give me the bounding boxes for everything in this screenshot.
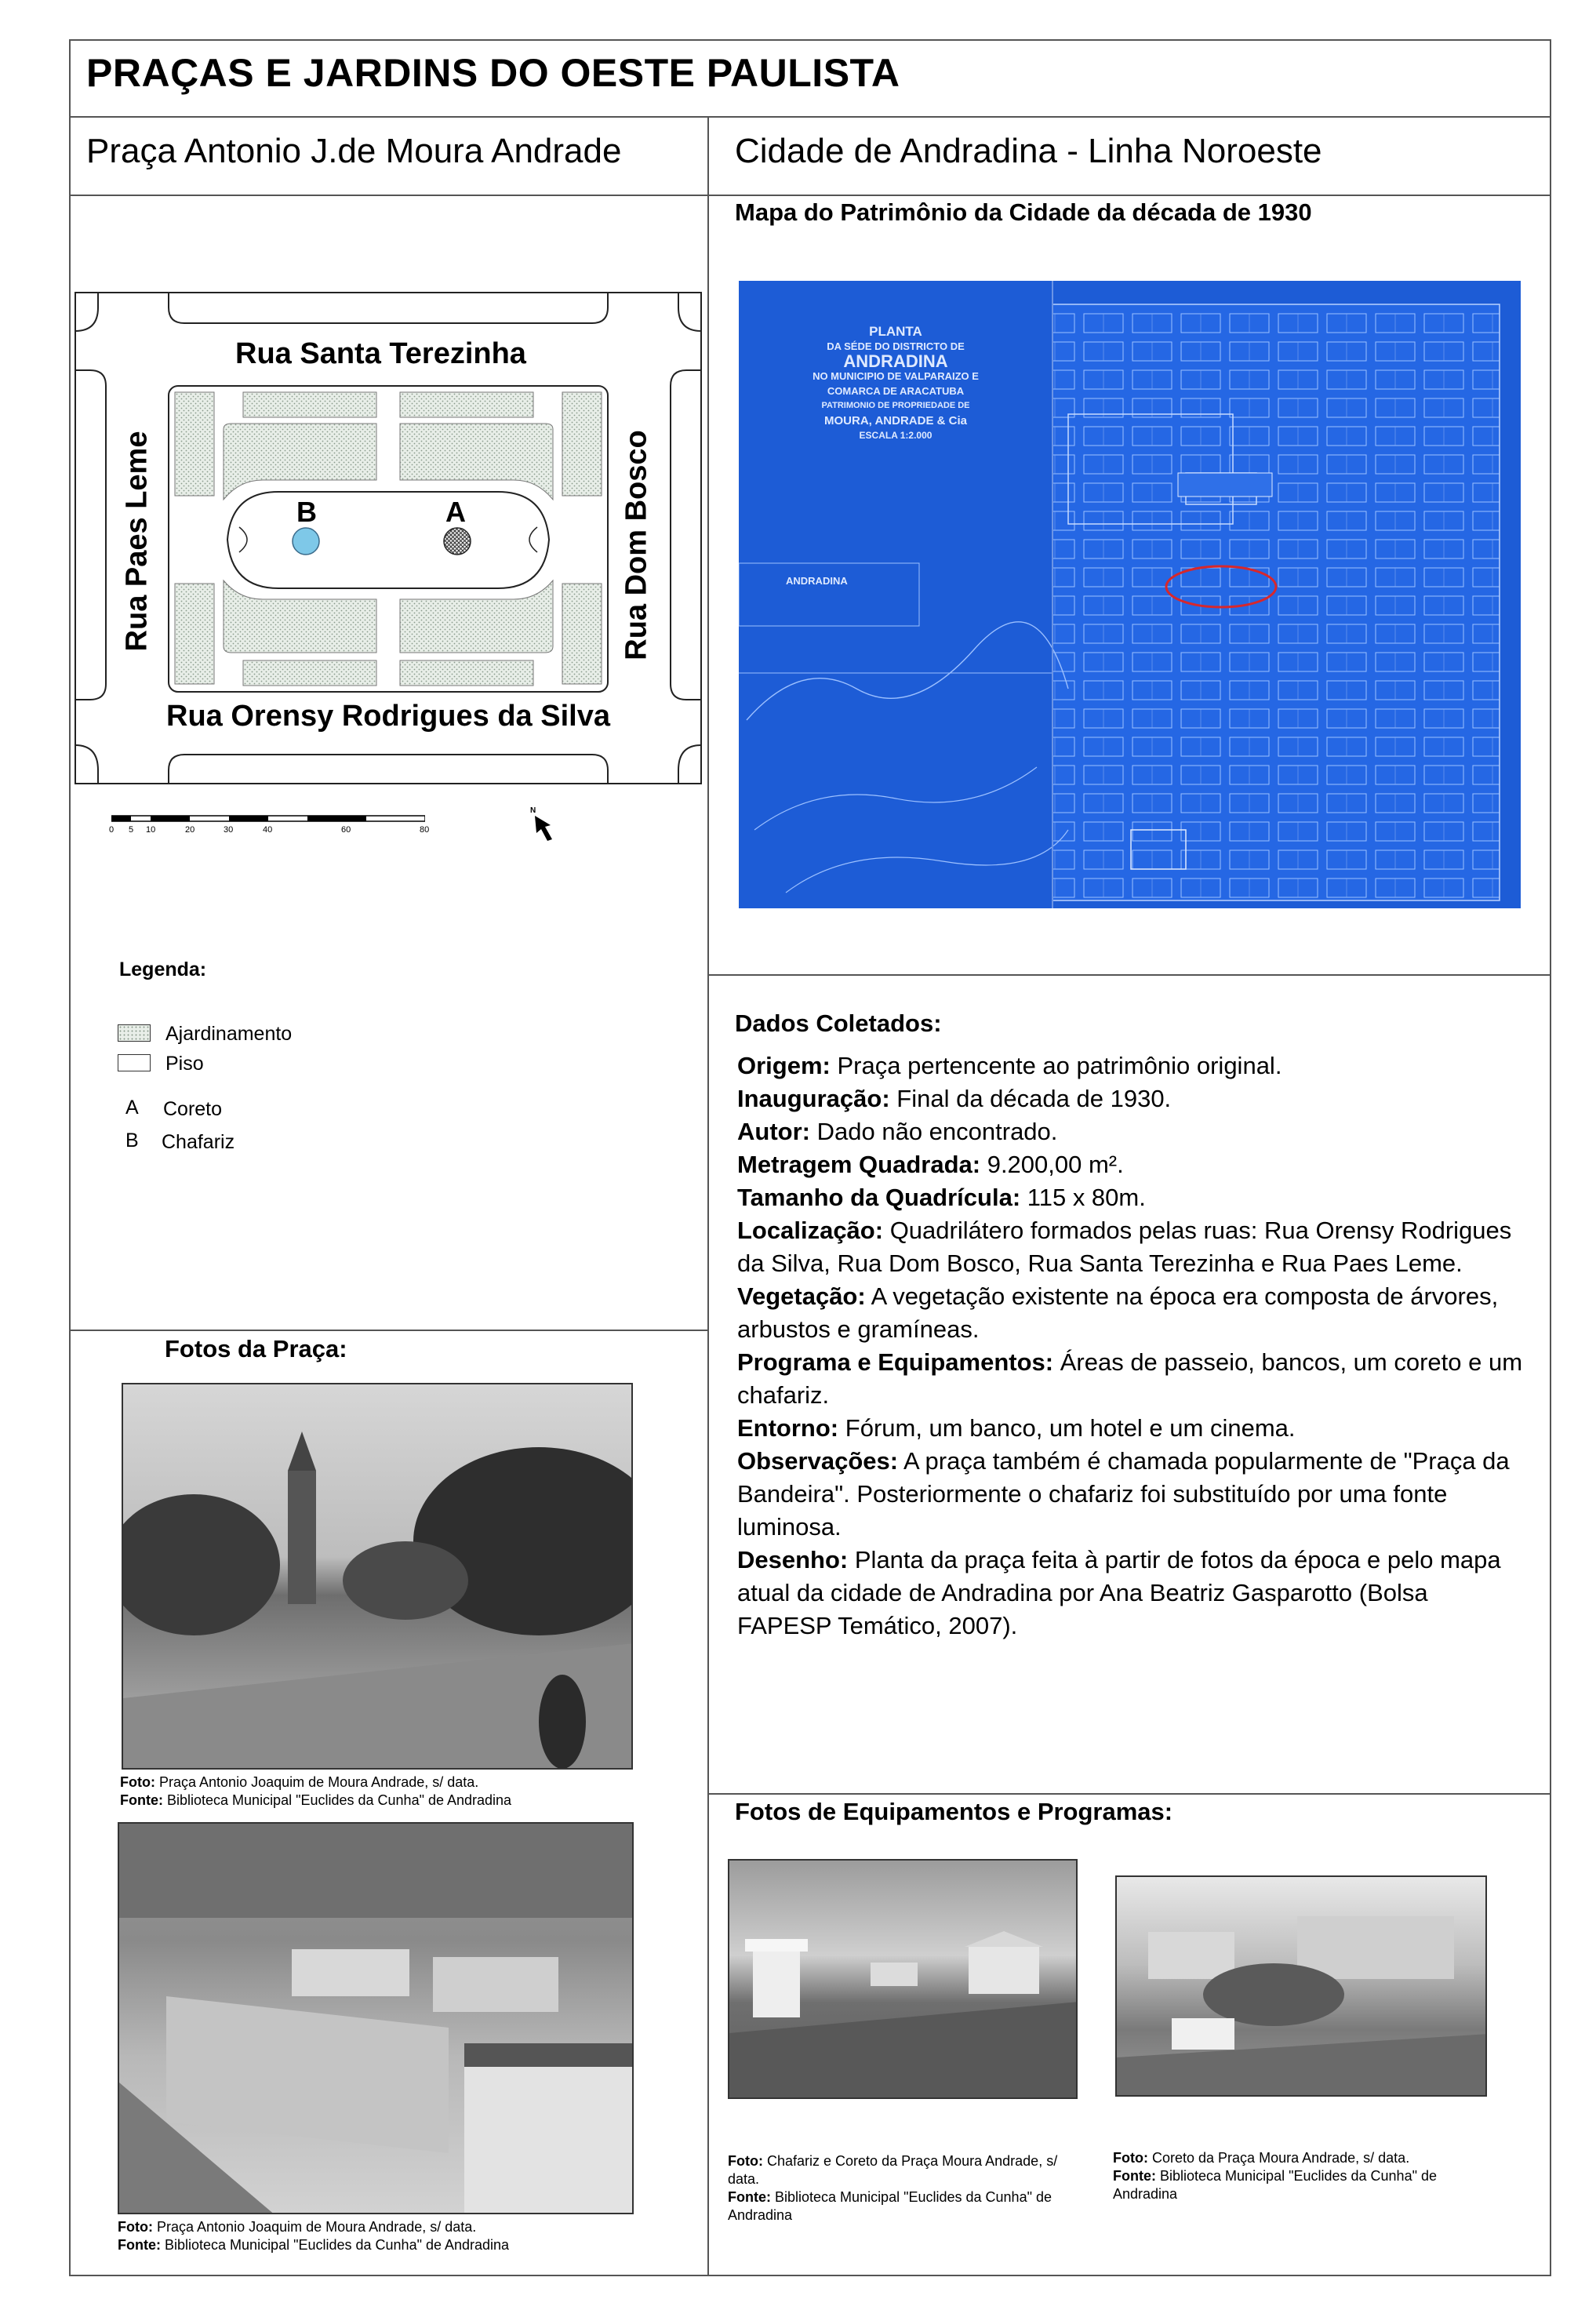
- praca-name: Praça Antonio J.de Moura Andrade: [86, 132, 622, 170]
- blueprint-title-block: [802, 324, 990, 443]
- caption-foto: [118, 2218, 509, 2236]
- field-value: Praça pertencente ao patrimônio original.: [837, 1052, 1282, 1079]
- caption-text: Chafariz e Coreto da Praça Moura Andrade, s/ data.: [728, 2153, 1058, 2187]
- caption-text: Biblioteca Municipal "Euclides da Cunha" de Andradina: [728, 2189, 1052, 2223]
- legend-label: Chafariz: [162, 1131, 235, 1153]
- photo-praca-1: [122, 1383, 633, 1770]
- caption-label: Foto:: [1113, 2150, 1148, 2166]
- marker-a: A: [445, 496, 466, 528]
- divider: [707, 974, 1551, 976]
- legend-swatch-floor: [118, 1054, 151, 1071]
- photo-praca-2: [118, 1822, 634, 2214]
- caption-text: Biblioteca Municipal "Euclides da Cunha" de Andradina: [1113, 2168, 1437, 2202]
- caption-fonte: [118, 2236, 509, 2254]
- field-label: Vegetação:: [737, 1282, 866, 1310]
- field-value: Quadrilátero formados pelas ruas: Rua Orensy Rodrigues da Silva, Rua Dom Bosco, Rua Santa Terezinha e Rua Paes Leme.: [737, 1217, 1512, 1277]
- scale-bar-graphic: [111, 814, 425, 824]
- divider: [707, 1793, 1551, 1795]
- scale-label: 0: [109, 825, 115, 835]
- dados-field: [737, 1544, 1525, 1642]
- blueprint-line: NO MUNICIPIO DE VALPARAIZO E: [813, 370, 979, 382]
- marker-b: B: [296, 496, 317, 528]
- blueprint-line: COMARCA DE ARACATUBA: [827, 385, 965, 397]
- legend-swatch-garden: [118, 1024, 151, 1042]
- caption-fonte: [728, 2188, 1082, 2225]
- dados-field: [737, 1346, 1525, 1412]
- photo-praca-2-graphic: [119, 1824, 634, 2214]
- field-label: Tamanho da Quadrícula:: [737, 1184, 1021, 1211]
- dados-field: [737, 1082, 1525, 1115]
- scale-label: 10: [146, 825, 156, 835]
- fotos-praca-heading: Fotos da Praça:: [165, 1335, 347, 1362]
- caption-label: Fonte:: [120, 1792, 163, 1808]
- column-divider: [707, 116, 709, 2276]
- field-label: Metragem Quadrada:: [737, 1151, 981, 1178]
- dados-list: [737, 1050, 1525, 1642]
- blueprint-line: MOURA, ANDRADE & Cia: [824, 414, 967, 427]
- caption-foto: [120, 1773, 511, 1792]
- scale-label: 20: [185, 825, 195, 835]
- field-value: Áreas de passeio, bancos, um coreto e um chafariz.: [737, 1348, 1523, 1409]
- caption-label: Fonte:: [1113, 2168, 1156, 2184]
- field-label: Programa e Equipamentos:: [737, 1348, 1054, 1376]
- field-value: Fórum, um banco, um hotel e um cinema.: [845, 1414, 1296, 1442]
- blueprint-line: PLANTA: [869, 324, 922, 339]
- scale-label: 5: [129, 825, 134, 835]
- blueprint-map: [739, 281, 1521, 908]
- caption-text: Praça Antonio Joaquim de Moura Andrade, s/ data.: [159, 1774, 479, 1790]
- legend-key: B: [125, 1130, 139, 1151]
- divider: [69, 195, 1551, 196]
- field-label: Origem:: [737, 1052, 831, 1079]
- caption-label: Foto:: [118, 2219, 153, 2235]
- photo-praca-2-caption: [118, 2218, 509, 2254]
- dados-field: [737, 1050, 1525, 1082]
- field-label: Desenho:: [737, 1546, 849, 1573]
- photo-equip-1: [728, 1859, 1078, 2099]
- north-arrow-graphic: [533, 814, 554, 842]
- blueprint-line: PATRIMONIO DE PROPRIEDADE DE: [821, 401, 970, 410]
- caption-label: Fonte:: [118, 2237, 161, 2253]
- fotos-equip-heading: Fotos de Equipamentos e Programas:: [735, 1798, 1173, 1825]
- scale-label: 30: [224, 825, 234, 835]
- field-value: 115 x 80m.: [1027, 1184, 1146, 1211]
- map-heading: Mapa do Patrimônio da Cidade da década de 1930: [735, 198, 1312, 226]
- caption-text: Praça Antonio Joaquim de Moura Andrade, s/ data.: [157, 2219, 477, 2235]
- page-title: PRAÇAS E JARDINS DO OESTE PAULISTA: [86, 51, 900, 95]
- scale-label: 60: [341, 825, 351, 835]
- north-label: N: [530, 806, 536, 815]
- legend-label: Coreto: [163, 1098, 223, 1120]
- caption-fonte: [120, 1792, 511, 1810]
- field-value: Dado não encontrado.: [816, 1118, 1058, 1145]
- caption-foto: [728, 2152, 1082, 2188]
- field-value: A praça também é chamada popularmente de "Praça da Bandeira". Posteriormente o chafariz foi substituído por uma fonte luminosa.: [737, 1447, 1510, 1541]
- dados-field: [737, 1214, 1525, 1280]
- photo-equip-2-caption: [1113, 2149, 1489, 2203]
- dados-field: [737, 1115, 1525, 1148]
- blueprint-label: ANDRADINA: [786, 575, 848, 587]
- blueprint-line: ANDRADINA: [843, 351, 948, 371]
- photo-equip-2-graphic: [1117, 1877, 1487, 2097]
- street-right: Rua Dom Bosco: [620, 430, 653, 660]
- field-label: Entorno:: [737, 1414, 839, 1442]
- scale-label: 80: [420, 825, 430, 835]
- legend-label: Ajardinamento: [165, 1023, 293, 1045]
- cidade-name: Cidade de Andradina - Linha Noroeste: [735, 132, 1322, 170]
- scale-label: 40: [263, 825, 273, 835]
- legend-title: Legenda:: [119, 959, 207, 980]
- field-value: Final da década de 1930.: [896, 1085, 1172, 1112]
- photo-praca-1-graphic: [123, 1384, 633, 1770]
- street-left: Rua Paes Leme: [120, 431, 154, 652]
- field-label: Inauguração:: [737, 1085, 890, 1112]
- dados-field: [737, 1280, 1525, 1346]
- divider: [69, 1330, 709, 1331]
- caption-text: Biblioteca Municipal "Euclides da Cunha" de Andradina: [165, 2237, 510, 2253]
- field-value: A vegetação existente na época era composta de árvores, arbustos e gramíneas.: [737, 1282, 1499, 1343]
- north-arrow-icon: [530, 806, 554, 844]
- caption-label: Foto:: [120, 1774, 155, 1790]
- dados-heading: Dados Coletados:: [735, 1009, 942, 1037]
- dados-field: [737, 1412, 1525, 1445]
- caption-label: Foto:: [728, 2153, 763, 2169]
- field-value: 9.200,00 m².: [987, 1151, 1124, 1178]
- caption-text: Coreto da Praça Moura Andrade, s/ data.: [1152, 2150, 1410, 2166]
- dados-field: [737, 1445, 1525, 1544]
- field-label: Localização:: [737, 1217, 884, 1244]
- legend-label: Piso: [165, 1053, 204, 1075]
- field-value: Planta da praça feita à partir de fotos da época e pelo mapa atual da cidade de Andradina por Ana Beatriz Gasparotto (Bolsa FAPESP Temático, 2007).: [737, 1546, 1501, 1639]
- field-label: Observações:: [737, 1447, 899, 1475]
- dados-field: [737, 1181, 1525, 1214]
- photo-equip-1-graphic: [729, 1861, 1078, 2099]
- caption-label: Fonte:: [728, 2189, 771, 2205]
- street-top: Rua Santa Terezinha: [235, 337, 526, 370]
- photo-praca-1-caption: [120, 1773, 511, 1810]
- photo-equip-2: [1115, 1875, 1487, 2097]
- divider: [69, 116, 1551, 118]
- dados-field: [737, 1148, 1525, 1181]
- caption-text: Biblioteca Municipal "Euclides da Cunha" de Andradina: [167, 1792, 512, 1808]
- street-bottom: Rua Orensy Rodrigues da Silva: [166, 700, 610, 733]
- blueprint-line: DA SÉDE DO DISTRICTO DE: [827, 340, 965, 352]
- caption-foto: [1113, 2149, 1489, 2167]
- field-label: Autor:: [737, 1118, 810, 1145]
- photo-equip-1-caption: [728, 2152, 1082, 2225]
- caption-fonte: [1113, 2167, 1489, 2203]
- blueprint-line: ESCALA 1:2.000: [859, 430, 933, 441]
- legend-key: A: [125, 1097, 139, 1119]
- scale-bar: [109, 813, 430, 837]
